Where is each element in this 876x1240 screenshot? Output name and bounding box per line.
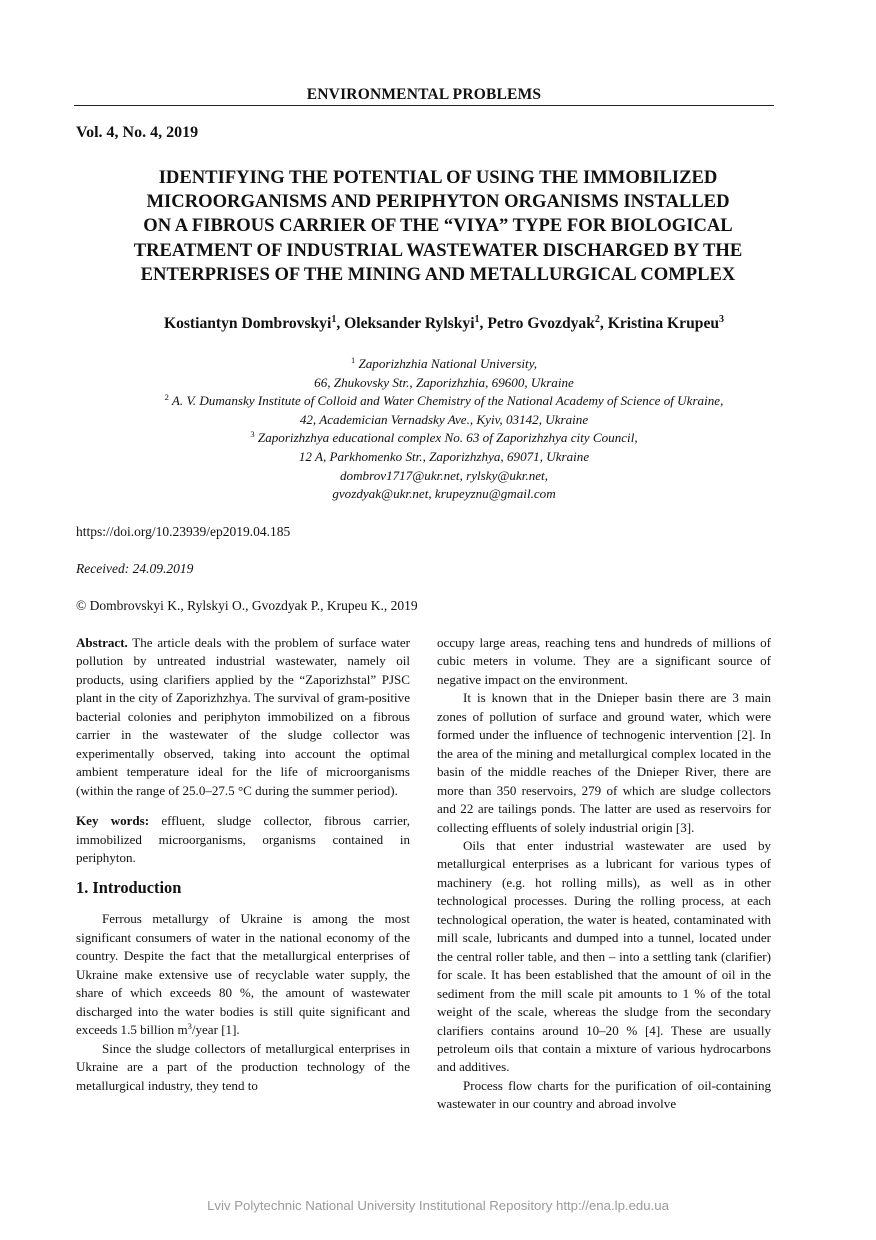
keywords-text: effluent, sludge collector, fibrous carrier, immobilized microorganisms, organisms contained in periphyton. [76, 813, 411, 865]
author-list [74, 315, 814, 333]
email-text: dombrov1717@ukr.net, rylsky@ukr.net, [340, 467, 548, 483]
author-name: Kostiantyn Dombrovskyi [163, 315, 332, 332]
title-line: ON A FIBROUS CARRIER OF THE “VIYA” TYPE FOR BIOLOGICAL [143, 215, 733, 237]
affiliation-text: A. V. Dumansky Institute of Colloid and Water Chemistry of the National Academy of Science of Ukraine, [168, 393, 724, 409]
section-heading-introduction: 1. Introduction [76, 878, 182, 898]
doi-link[interactable]: https://doi.org/10.23939/ep2019.04.185 [76, 524, 291, 539]
author-name: Oleksander Rylskyi [344, 315, 475, 332]
title-line: TREATMENT OF INDUSTRIAL WASTEWATER DISCHARGED BY THE [133, 239, 743, 261]
affiliation-mark: 3 [250, 429, 255, 440]
affiliation-text: 66, Zhukovsky Str., Zaporizhzhia, 69600, Ukraine [314, 374, 574, 390]
title-line: IDENTIFYING THE POTENTIAL OF USING THE IMMOBILIZED [158, 167, 718, 188]
keywords [76, 812, 410, 867]
affiliation-line [74, 374, 814, 393]
author-separator: , [479, 315, 488, 332]
left-column [76, 634, 410, 1095]
body-paragraph: It is known that in the Dnieper basin there are 3 main zones of pollution of surface and ground water, which were formed under the influence of technogenic intervention [2]. In the area of the mining and metallurgical complex located in the basin of the middle reaches of the Dnieper River, there are more than 350 reservoirs, 279 of which are sludge collectors and 22 are tailings ponds. The latter are used as reservoirs for collecting effluents of solely industrial origin [3]. [437, 690, 771, 835]
paragraph-text: /year [1]. [191, 1022, 240, 1038]
body-paragraph [76, 910, 410, 1039]
title-line: MICROORGANISMS AND PERIPHYTON ORGANISMS INSTALLED [146, 191, 730, 213]
affiliation-mark: 2 [164, 392, 169, 403]
author-separator: , [599, 315, 608, 332]
affiliations [74, 355, 814, 504]
affiliation-line [74, 392, 814, 411]
abstract-text: The article deals with the problem of surface water pollution by untreated industrial wastewater, namely oil products, using clarifiers applied by the “Zaporizhstal” PJSC plant in the city of Zaporizhzhya. The survival of gram-positive bacterial colonies and periphyton immobilized on a fibrous carrier in the wastewater of the sludge collector was experimentally observed, taking into account the optimal ambient temperature ideal for the life of microorganisms (within the range of 25.0–27.5 °C during the summer period). [76, 635, 410, 798]
body-paragraph: Since the sludge collectors of metallurgical enterprises in Ukraine are a part of the production technology of the metallurgical industry, they tend to [76, 1040, 410, 1093]
copyright-notice: © Dombrovskyi K., Rylskyi O., Gvozdyak P., Krupeu K., 2019 [76, 598, 418, 613]
affiliation-line [74, 355, 814, 374]
volume-info: Vol. 4, No. 4, 2019 [76, 124, 199, 141]
affiliation-text: Zaporizhzhya educational complex No. 63 of Zaporizhzhya city Council, [254, 430, 638, 446]
journal-section-header: ENVIRONMENTAL PROBLEMS [306, 86, 542, 103]
abstract [76, 634, 410, 800]
author-separator: , [336, 315, 345, 332]
affiliation-text: 42, Academician Vernadsky Ave., Kyiv, 03142, Ukraine [299, 411, 589, 427]
author-affiliation-mark: 1 [331, 314, 337, 325]
email-line [74, 485, 814, 504]
header-divider [74, 105, 774, 106]
affiliation-line [74, 411, 814, 430]
affiliation-line [74, 448, 814, 467]
repository-footer: Lviv Polytechnic National University Institutional Repository http://ena.lp.edu.ua [207, 1198, 669, 1213]
paper-title [74, 166, 802, 287]
affiliation-text: 12 A, Parkhomenko Str., Zaporizhzhya, 69071, Ukraine [298, 448, 590, 464]
paragraph-text: Ferrous metallurgy of Ukraine is among the most significant consumers of water in the national economy of the country. Despite the fact that the metallurgical enterprises of Ukraine make extensive use of recyclable water supply, the share of which exceeds 80 %, the amount of wastewater discharged into the water bodies is still quite significant and exceeds 1.5 billion m [76, 911, 410, 1038]
body-paragraph: Oils that enter industrial wastewater are used by metallurgical enterprises as a lubricant for various types of machinery (e.g. hot rolling mills), as well as in other technological processes. During the rolling process, at each technological operation, the water is heated, contaminated with mill scale, lubricants and dumped into a tunnel, located under the central roller table, and then – into a settling tank (clarifier) for scale. It has been established that the amount of oil in the sediment from the mill scale pit amounts to 1 % of the total weight of the scale, whereas the sludge from the secondary clarifiers contains around 10–20 % [4]. These are usually petroleum oils that contain a mixture of various hydrocarbons and additives. [437, 837, 771, 1075]
received-date: Received: 24.09.2019 [76, 561, 194, 576]
email-text: gvozdyak@ukr.net, krupeyznu@gmail.com [332, 486, 556, 502]
author-name: Kristina Krupeu [607, 315, 720, 332]
title-line: ENTERPRISES OF THE MINING AND METALLURGICAL COMPLEX [140, 263, 736, 285]
right-column [437, 634, 771, 1114]
superscript: 3 [187, 1021, 192, 1032]
author-name: Petro Gvozdyak [487, 315, 595, 332]
body-paragraph: occupy large areas, reaching tens and hundreds of millions of cubic meters in volume. They are a significant source of negative impact on the environment. [437, 635, 771, 687]
keywords-label: Key words: [76, 813, 150, 829]
email-line [74, 467, 814, 486]
abstract-label: Abstract. [76, 635, 128, 650]
author-affiliation-mark: 3 [719, 314, 725, 325]
author-affiliation-mark: 1 [474, 314, 480, 325]
affiliation-line [74, 429, 814, 448]
author-affiliation-mark: 2 [594, 314, 600, 325]
affiliation-text: Zaporizhzhia National University, [355, 356, 538, 371]
affiliation-mark: 1 [350, 355, 356, 365]
body-paragraph: Process flow charts for the purification of oil-containing wastewater in our country and abroad involve [437, 1077, 771, 1112]
